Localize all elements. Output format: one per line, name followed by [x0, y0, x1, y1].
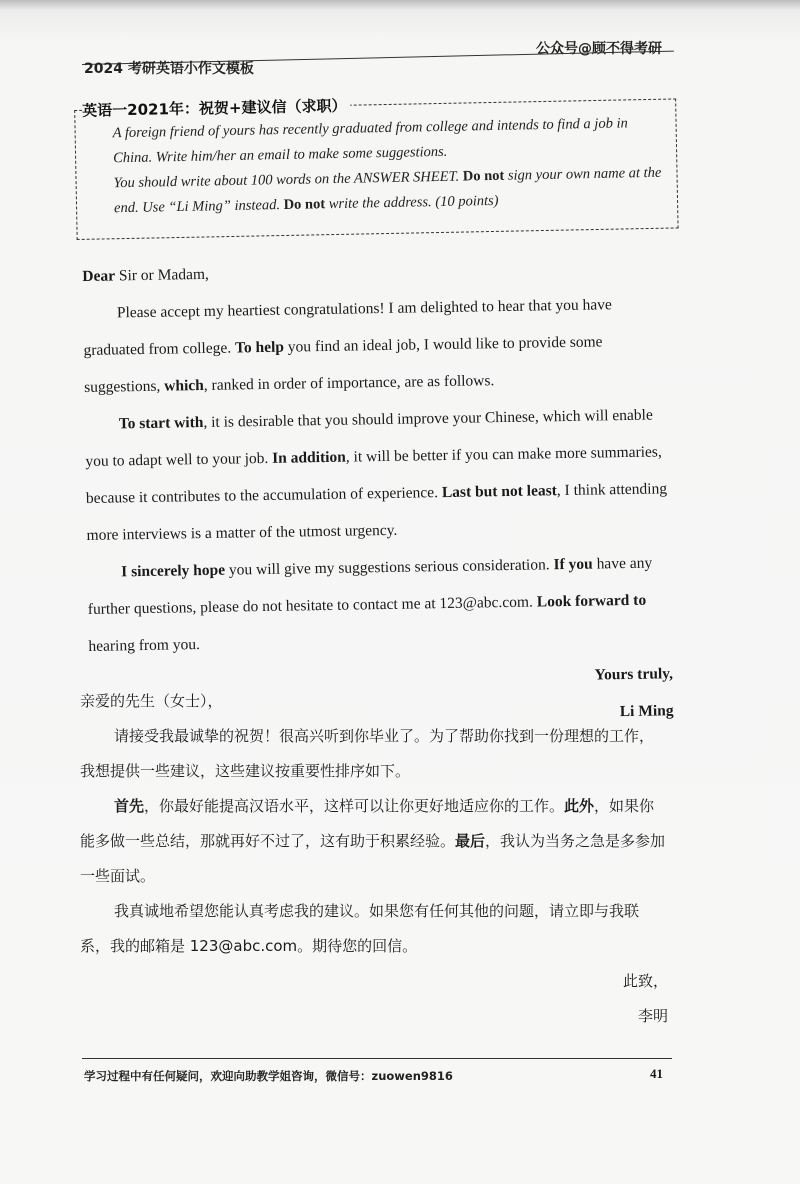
translation-paragraph-3: 我真诚地希望您能认真考虑我的建议。如果您有任何其他的问题，请立即与我联系，我的邮箱是 123@abc.com。期待您的回信。: [80, 902, 640, 955]
task-prompt: [74, 88, 681, 240]
page-top-shadow: [0, 0, 800, 10]
footer-rule: [82, 1058, 672, 1059]
translation-signature: 李明: [637, 1007, 668, 1025]
task-line-1: A foreign friend of yours has recently graduated from college and intends to find a job in China. Write him/her an email to make some suggestions.: [112, 115, 628, 167]
task-title: 英语一2021年：祝贺+建议信（求职）: [82, 95, 351, 121]
letter-paragraph-2: To start with, it is desirable that you should improve your Chinese, which will enable you to adapt well to your job. In addition, it will be better if you can make more summaries, because it contributes to the accumulation of experience. Last but not least, I think attending more interviews is a matter of the utmost urgency.: [85, 406, 668, 544]
footer-note: 学习过程中有任何疑问，欢迎向助教学姐咨询，微信号：zuowen9816: [84, 1069, 453, 1083]
page-number: 41: [650, 1066, 663, 1081]
task-line-2: You should write about 100 words on the ANSWER SHEET. Do not sign your own name at the end. Use “Li Ming” instead. Do not write the address. (10 points): [113, 164, 662, 217]
translation-closing: 此致，: [622, 972, 668, 990]
translation-paragraph-1: 请接受我最诚挚的祝贺！很高兴听到你毕业了。为了帮助你找到一份理想的工作，我想提供一些建议，这些建议按重要性排序如下。: [80, 727, 655, 780]
letter-closing: Yours truly,: [594, 665, 674, 684]
letter-paragraph-3: I sincerely hope you will give my suggestions serious consideration. If you have any further questions, please do not hesitate to contact me at 123@abc.com. Look forward to hearing from you.: [87, 554, 653, 655]
header-wechat-account: 公众号@顾不得考研: [536, 41, 662, 57]
letter-signature: Li Ming: [619, 702, 674, 721]
chinese-translation: [80, 684, 668, 1034]
letter-salutation: Dear Sir or Madam,: [82, 265, 209, 285]
letter-paragraph-1: Please accept my heartiest congratulations! I am delighted to hear that you have graduated from college. To help you find an ideal job, I would like to provide some suggestions, which, ranked in order of importance, are as follows.: [83, 296, 612, 396]
task-instructions: [82, 111, 669, 222]
english-letter: [82, 248, 674, 739]
header-title: 2024 考研英语小作文模板: [84, 61, 254, 77]
translation-paragraph-2: 首先，你最好能提高汉语水平，这样可以让你更好地适应你的工作。此外，如果你能多做一些总结，那就再好不过了，这有助于积累经验。最后，我认为当务之急是多参加一些面试。: [80, 797, 666, 885]
translation-salutation: 亲爱的先生（女士），: [80, 692, 223, 710]
